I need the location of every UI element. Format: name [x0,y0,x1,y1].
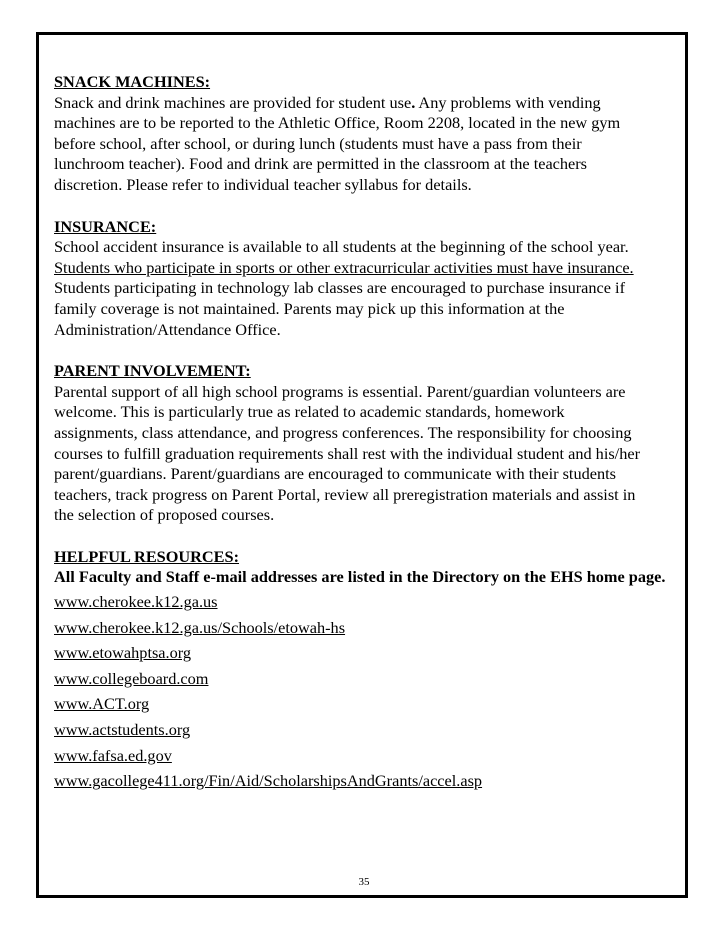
insurance-line: Students participating in technology lab classes are encouraged to purchase insurance if [54,278,626,298]
link-actstudents[interactable]: www.actstudents.org [54,720,191,740]
insurance-requirement-line: Students who participate in sports or other extracurricular activities must have insurance. [54,257,634,277]
section-snack-machines [54,72,684,196]
link-etowah-ptsa[interactable]: www.etowahptsa.org [54,643,192,663]
heading-snack-machines: SNACK MACHINES: [54,72,211,91]
link-gacollege411[interactable]: www.gacollege411.org/Fin/Aid/ScholarshipsAndGrants/accel.asp [54,771,483,791]
heading-insurance: INSURANCE: [54,216,157,236]
link-etowah-hs[interactable]: www.cherokee.k12.ga.us/Schools/etowah-hs [54,617,346,637]
section-parent-involvement [54,361,684,526]
insurance-paragraph [54,237,684,340]
parent-line: teachers, track progress on Parent Portal, review all preregistration materials and assist in [54,484,636,504]
snack-line: Snack and drink machines are provided for student use [54,92,412,112]
parent-line: the selection of proposed courses. [54,505,275,525]
snack-line: discretion. Please refer to individual teacher syllabus for details. [54,174,472,194]
link-collegeboard[interactable]: www.collegeboard.com [54,668,209,688]
insurance-line: family coverage is not maintained. Parents may pick up this information at the [54,298,565,318]
link-cherokee-k12[interactable]: www.cherokee.k12.ga.us [54,592,218,612]
section-helpful-resources [54,547,684,794]
snack-paragraph [54,93,684,196]
heading-helpful-resources: HELPFUL RESOURCES: [54,546,240,566]
document-content [54,72,684,815]
snack-line: lunchroom teacher). Food and drink are permitted in the classroom at the teachers [54,154,588,174]
parent-line: courses to fulfill graduation requirements shall rest with the individual student and his/her [54,443,640,463]
parent-paragraph [54,382,684,526]
page-number: 35 [358,876,370,888]
directory-note: All Faculty and Staff e-mail addresses are listed in the Directory on the EHS home page. [54,567,666,587]
section-insurance [54,217,684,341]
link-fafsa[interactable]: www.fafsa.ed.gov [54,745,172,765]
insurance-line: School accident insurance is available to all students at the beginning of the school year. [54,237,629,257]
snack-bold-period: . [411,92,416,112]
parent-line: Parental support of all high school programs is essential. Parent/guardian volunteers are [54,381,626,401]
parent-line: parent/guardians. Parent/guardians are encouraged to communicate with their students [54,464,616,484]
snack-line: before school, after school, or during lunch (students must have a pass from their [54,133,582,153]
parent-line: welcome. This is particularly true as related to academic standards, homework [54,402,565,422]
snack-line: Any problems with vending [415,92,601,112]
insurance-line: Administration/Attendance Office. [54,319,281,339]
heading-parent-involvement: PARENT INVOLVEMENT: [54,361,251,381]
parent-line: assignments, class attendance, and progress conferences. The responsibility for choosing [54,422,632,442]
link-act[interactable]: www.ACT.org [54,694,150,714]
snack-line: machines are to be reported to the Athletic Office, Room 2208, located in the new gym [54,113,621,133]
